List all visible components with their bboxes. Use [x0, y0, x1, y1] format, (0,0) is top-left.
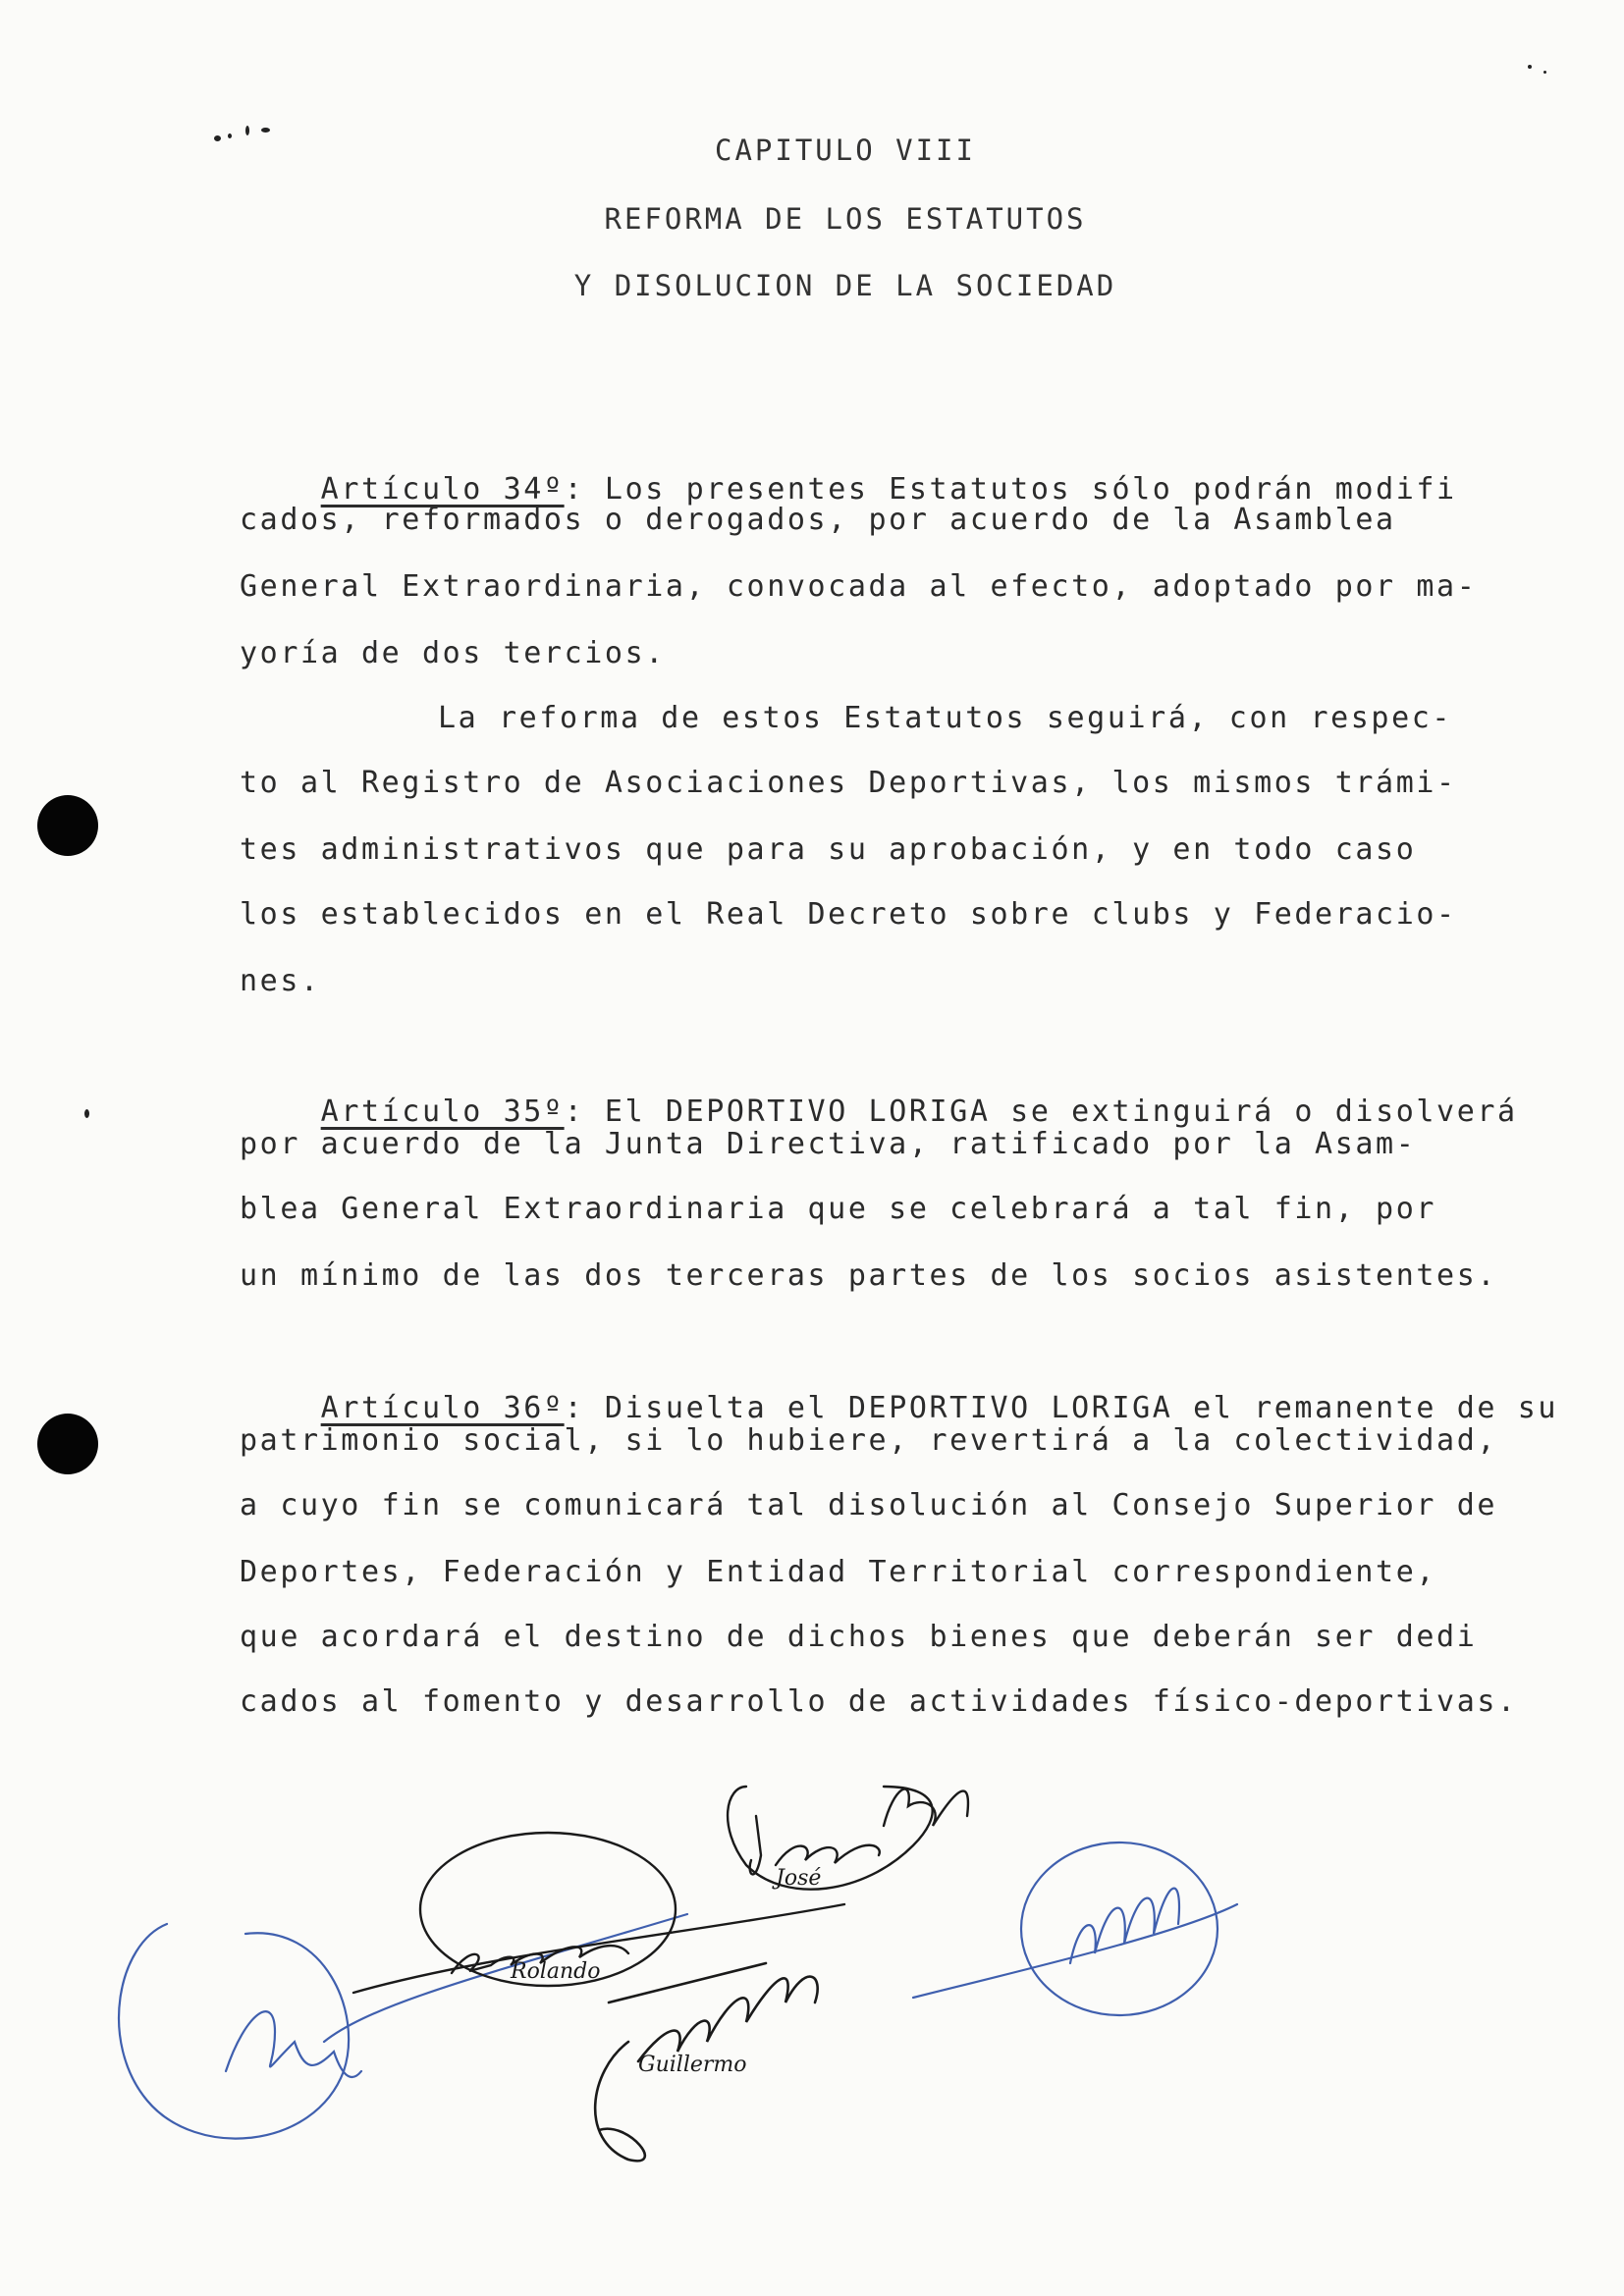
signature-text-jose: José	[776, 1866, 822, 1891]
article-34-label: Artículo 34º	[320, 472, 565, 507]
article-34-line-6: to al Registro de Asociaciones Deportivas, los mismos trámi-	[240, 766, 1457, 800]
signature-blue-right	[913, 1842, 1237, 2015]
article-34-line-3: General Extraordinaria, convocada al efecto, adoptado por ma-	[240, 569, 1478, 604]
signatures-area	[0, 1747, 1624, 2277]
ink-speck	[1543, 71, 1546, 74]
punch-hole-upper	[37, 795, 98, 856]
chapter-number: CAPITULO VIII	[715, 133, 976, 167]
article-35-line-1: Artículo 35º: El DEPORTIVO LORIGA se extinguirá o disolverá	[320, 1095, 1518, 1129]
article-36-line-4: Deportes, Federación y Entidad Territorial correspondiente,	[240, 1555, 1437, 1589]
article-36-label: Artículo 36º	[320, 1391, 565, 1425]
article-36-line-6: cados al fomento y desarrollo de actividades físico-deportivas.	[240, 1684, 1518, 1719]
signature-jose	[728, 1787, 968, 1890]
chapter-title-line-1: REFORMA DE LOS ESTATUTOS	[604, 202, 1087, 236]
article-35-line-4: un mínimo de las dos terceras partes de los socios asistentes.	[240, 1258, 1498, 1293]
ink-speck	[261, 128, 270, 133]
article-34-line-9: nes.	[240, 964, 321, 998]
punch-hole-lower	[37, 1414, 98, 1474]
article-34-line-2: cados, reformados o derogados, por acuerdo de la Asamblea	[240, 503, 1396, 537]
ink-speck	[84, 1109, 89, 1118]
article-34-line-1: Artículo 34º: Los presentes Estatutos sólo podrán modifi	[320, 472, 1457, 507]
article-34-line-8: los establecidos en el Real Decreto sobre clubs y Federacio-	[240, 897, 1457, 932]
article-36-line-2: patrimonio social, si lo hubiere, revertirá a la colectividad,	[240, 1423, 1498, 1458]
ink-speck	[1528, 65, 1532, 69]
article-36-line-1: Artículo 36º: Disuelta el DEPORTIVO LORIGA el remanente de su	[320, 1391, 1559, 1425]
article-35-line-2: por acuerdo de la Junta Directiva, ratificado por la Asam-	[240, 1127, 1417, 1161]
article-34-line-5: La reforma de estos Estatutos seguirá, con respec-	[438, 701, 1453, 735]
article-35-label: Artículo 35º	[320, 1095, 565, 1129]
signature-text-rolando: Rolando	[511, 1959, 601, 1984]
signature-text-guillermo: Guillermo	[638, 2053, 747, 2077]
article-35-line-3: blea General Extraordinaria que se celebrará a tal fin, por	[240, 1192, 1437, 1226]
article-36-line-3: a cuyo fin se comunicará tal disolución al Consejo Superior de	[240, 1488, 1498, 1522]
article-34-line-4: yoría de dos tercios.	[240, 636, 666, 670]
article-34-line-7: tes administrativos que para su aprobación, y en todo caso	[240, 832, 1417, 867]
chapter-title-line-2: Y DISOLUCION DE LA SOCIEDAD	[573, 269, 1117, 302]
article-36-line-5: que acordará el destino de dichos bienes que deberán ser dedi	[240, 1620, 1478, 1654]
